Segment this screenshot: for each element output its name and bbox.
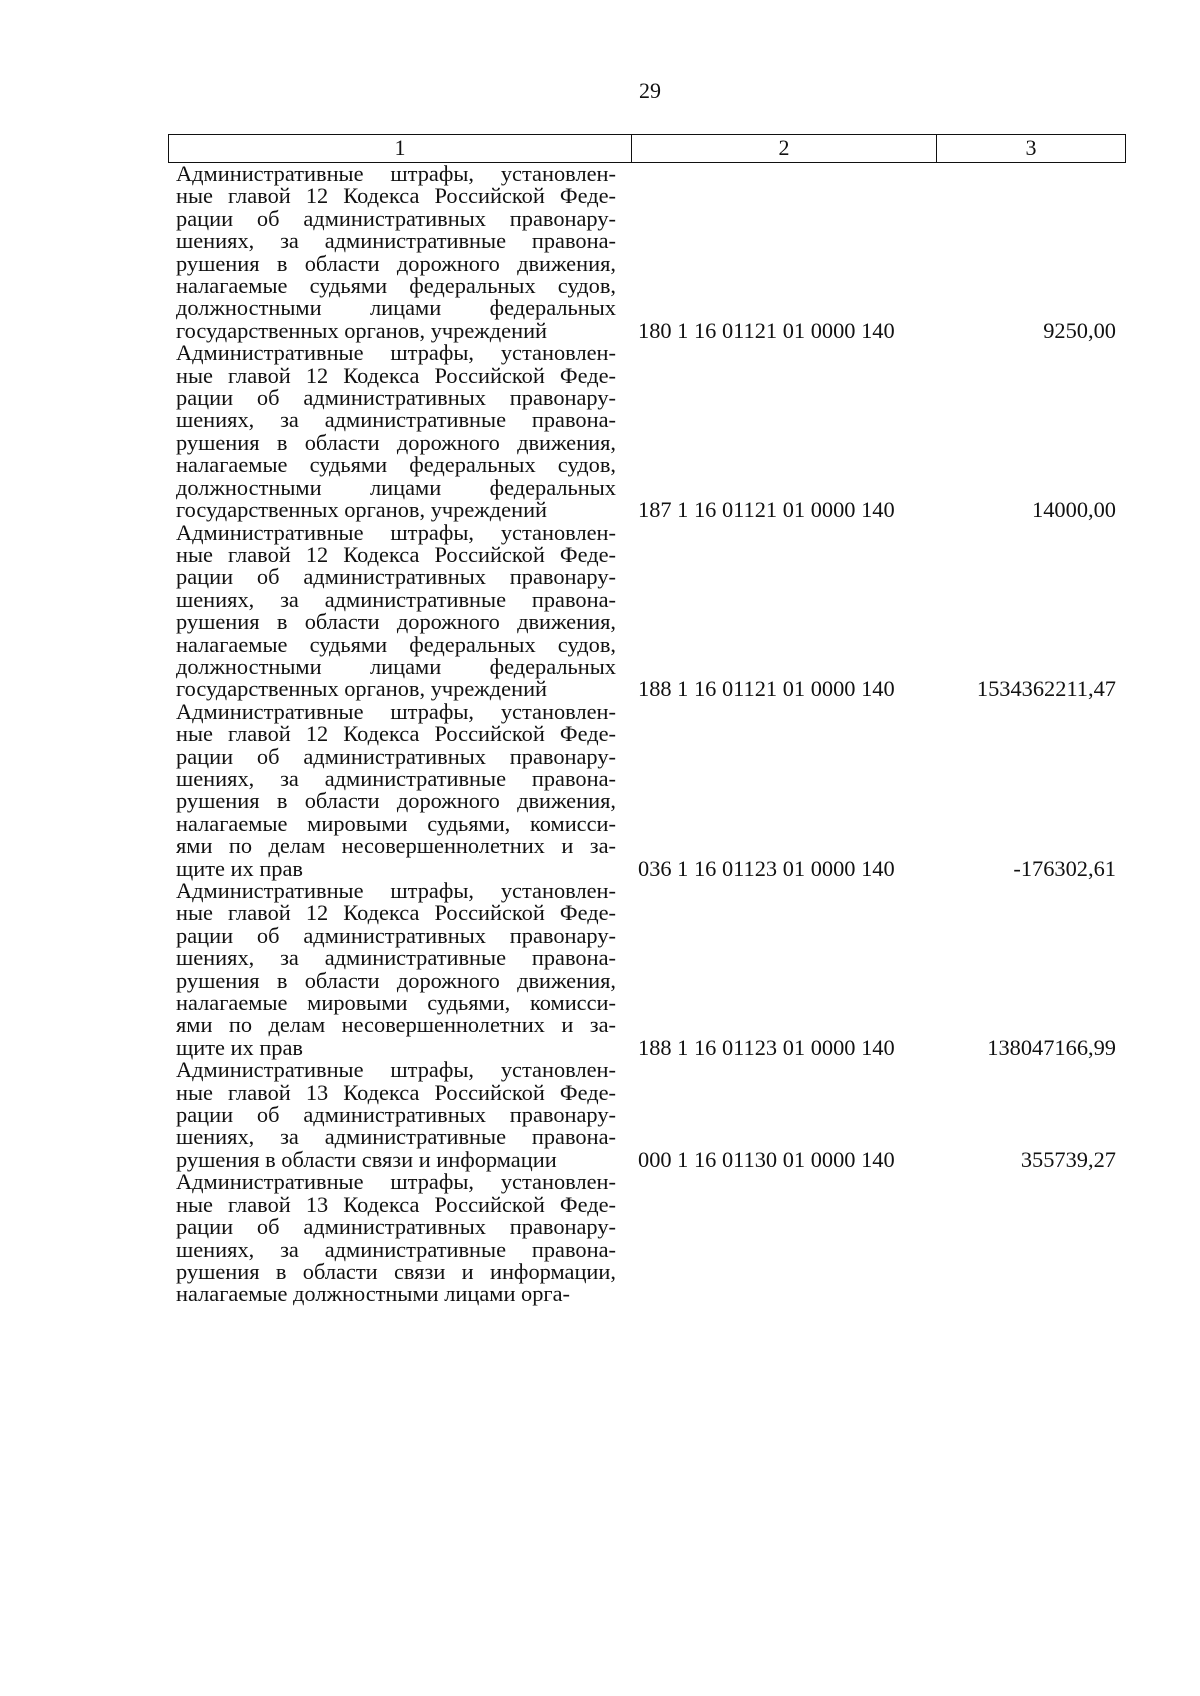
row-budget-code: 188 1 16 01121 01 0000 140	[638, 676, 895, 702]
description-line: щите их прав	[176, 1034, 304, 1060]
description-line: ные главой 12 Кодекса Российской Феде-	[176, 362, 616, 388]
row-description	[176, 1171, 616, 1305]
description-line: налагаемые судьями федеральных судов,	[176, 631, 616, 657]
description-line: рации об административных правонару-	[176, 1214, 616, 1240]
description-line: должностными лицами федеральных	[176, 474, 616, 500]
description-line: рации об административных правонару-	[176, 743, 616, 769]
description-line: налагаемые судьями федеральных судов,	[176, 452, 616, 478]
row-amount: 138047166,99	[987, 1034, 1116, 1060]
table-row	[176, 698, 1126, 881]
row-amount: 9250,00	[1043, 317, 1116, 343]
row-description	[176, 342, 616, 521]
description-line: государственных органов, учреждений	[176, 497, 548, 523]
column-header-3: 3	[1025, 135, 1037, 160]
row-budget-code: 188 1 16 01123 01 0000 140	[638, 1034, 895, 1060]
row-amount: 1534362211,47	[976, 676, 1116, 702]
row-description	[176, 698, 616, 881]
description-line: рушения в области дорожного движения,	[176, 967, 616, 993]
description-line: ные главой 13 Кодекса Российской Феде-	[176, 1079, 616, 1105]
description-line: Административные штрафы, установлен-	[176, 161, 616, 186]
row-amount: -176302,61	[1013, 855, 1116, 881]
description-line: ные главой 12 Кодекса Российской Феде-	[176, 541, 616, 567]
table-row	[176, 1059, 1126, 1171]
description-line: Административные штрафы, установлен-	[176, 519, 616, 545]
description-line: рушения в области связи и информации,	[176, 1258, 616, 1284]
description-line: Административные штрафы, установлен-	[176, 1169, 616, 1195]
row-description	[176, 519, 616, 702]
description-line: налагаемые мировыми судьями, комисси-	[176, 990, 616, 1016]
description-line: ями по делам несовершеннолетних и за-	[176, 833, 616, 859]
description-line: ные главой 13 Кодекса Российской Феде-	[176, 1191, 616, 1217]
column-header-2: 2	[632, 135, 937, 162]
description-line: Административные штрафы, установлен-	[176, 698, 616, 724]
description-line: шениях, за административные правона-	[176, 765, 616, 791]
row-budget-code: 036 1 16 01123 01 0000 140	[638, 855, 895, 881]
page-number: 29	[639, 78, 661, 103]
row-amount: 355739,27	[1020, 1146, 1116, 1172]
table-row	[176, 519, 1126, 702]
description-line: налагаемые должностными лицами орга-	[176, 1281, 571, 1307]
description-line: шениях, за административные правона-	[176, 586, 616, 612]
description-line: государственных органов, учреждений	[176, 676, 548, 702]
table-row	[176, 342, 1126, 521]
description-line: рации об административных правонару-	[176, 385, 616, 411]
table-header-row	[168, 134, 1126, 163]
description-line: должностными лицами федеральных	[176, 653, 616, 679]
row-budget-code: 180 1 16 01121 01 0000 140	[638, 317, 895, 343]
table-row	[176, 163, 1126, 342]
column-header-1: 1	[169, 135, 632, 162]
description-line: ями по делам несовершеннолетних и за-	[176, 1012, 616, 1038]
description-line: Административные штрафы, установлен-	[176, 340, 616, 366]
description-line: рушения в области дорожного движения,	[176, 250, 616, 276]
description-line: рации об административных правонару-	[176, 564, 616, 590]
row-description	[176, 880, 616, 1059]
description-line: рации об административных правонару-	[176, 922, 616, 948]
description-line: налагаемые мировыми судьями, комисси-	[176, 810, 616, 836]
description-line: ные главой 12 Кодекса Российской Феде-	[176, 183, 616, 209]
description-line: рушения в области связи и информации	[176, 1146, 557, 1172]
row-budget-code: 187 1 16 01121 01 0000 140	[638, 497, 895, 523]
description-line: рации об административных правонару-	[176, 1102, 616, 1128]
description-line: рушения в области дорожного движения,	[176, 609, 616, 635]
description-line: шениях, за административные правона-	[176, 407, 616, 433]
description-line: шениях, за административные правона-	[176, 228, 616, 254]
table-row	[176, 1171, 1126, 1305]
description-line: Административные штрафы, установлен-	[176, 878, 616, 903]
description-line: государственных органов, учреждений	[176, 317, 548, 343]
description-line: шениях, за административные правона-	[176, 1124, 616, 1150]
description-line: рушения в области дорожного движения,	[176, 429, 616, 455]
description-line: ные главой 12 Кодекса Российской Феде-	[176, 900, 616, 926]
description-line: шениях, за административные правона-	[176, 1236, 616, 1262]
description-line: должностными лицами федеральных	[176, 295, 616, 321]
description-line: шениях, за административные правона-	[176, 945, 616, 971]
row-amount: 14000,00	[1032, 497, 1116, 523]
row-budget-code: 000 1 16 01130 01 0000 140	[638, 1146, 895, 1172]
table-row	[176, 880, 1126, 1059]
description-line: ные главой 12 Кодекса Российской Феде-	[176, 721, 616, 747]
description-line: налагаемые судьями федеральных судов,	[176, 273, 616, 299]
table-body	[176, 163, 1126, 1306]
description-line: щите их прав	[176, 855, 304, 881]
description-line: рации об административных правонару-	[176, 205, 616, 231]
description-line: Административные штрафы, установлен-	[176, 1057, 616, 1083]
row-description	[176, 163, 616, 342]
description-line: рушения в области дорожного движения,	[176, 788, 616, 814]
row-description	[176, 1059, 616, 1171]
